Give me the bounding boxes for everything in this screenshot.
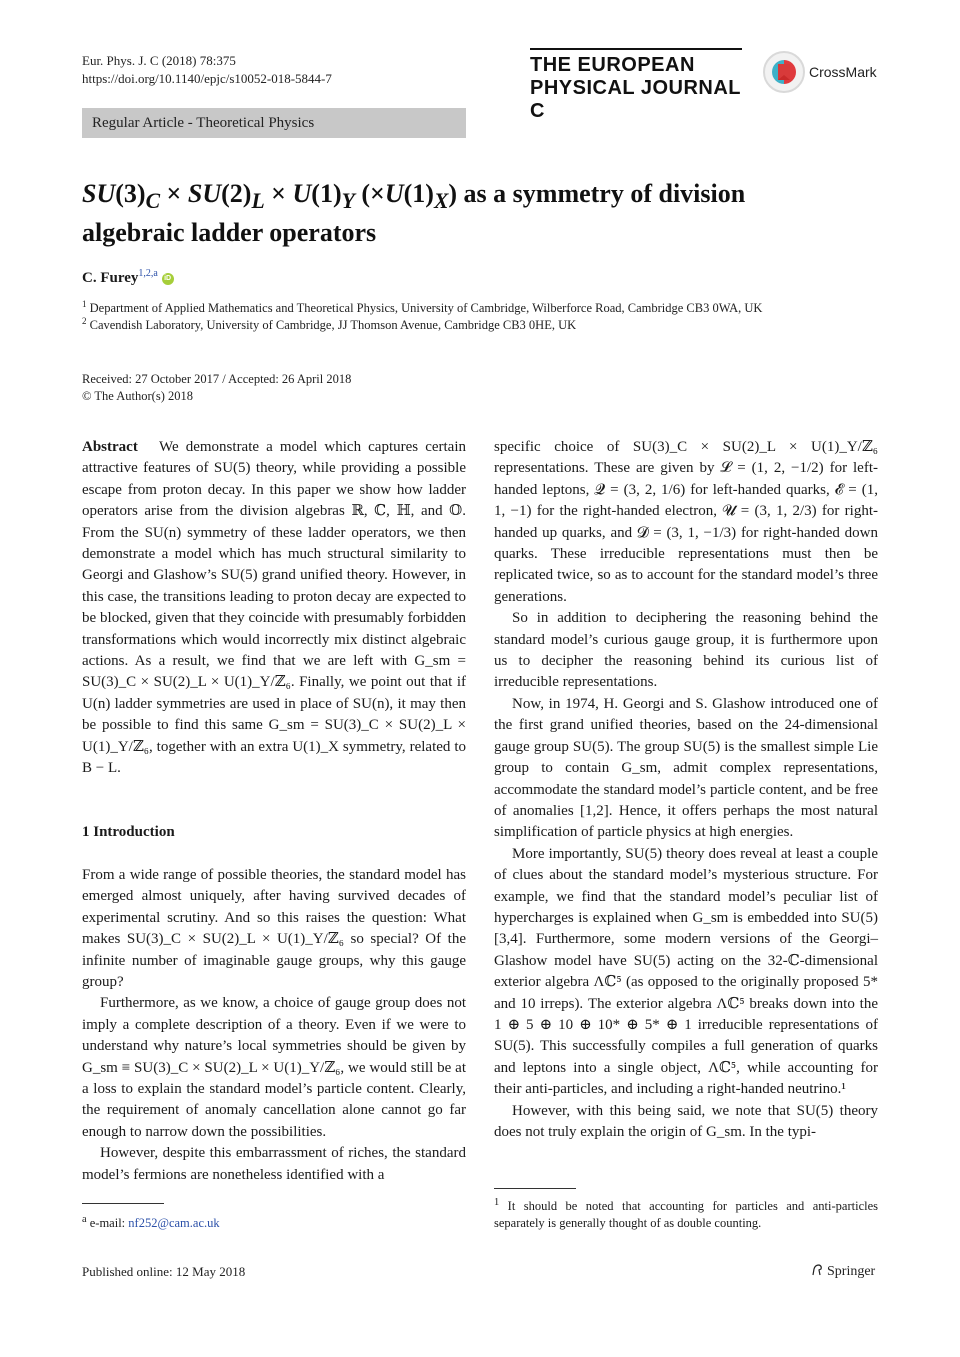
title-sub-1: C: [145, 189, 161, 214]
title-group-3: U: [292, 179, 312, 208]
journal-reference: [82, 52, 332, 88]
abstract-label: Abstract: [82, 439, 138, 455]
footnote-text: It should be noted that accounting for particles and anti-particles separately is generally thought of as double counting.: [494, 1199, 878, 1231]
title-group-2: SU: [187, 179, 222, 208]
title-group-1: SU: [82, 179, 116, 208]
author-line: [82, 268, 174, 287]
paragraph: However, despite this embarrassment of riches, the standard model’s fermions are nonetheless identified with a: [82, 1145, 466, 1183]
paragraph: Now, in 1974, H. Georgi and S. Glashow introduced one of the first grand unified theories, based on the 24-dimensional gauge group SU(5). The group SU(5) is the smallest simple Lie group to contain G_sm, admit complex representations, accommodate the standard model’s particle content, and be free of anomalies [1,2]. Hence, it offers perhaps the most natural simplification of particle physics at high energies.: [494, 695, 878, 841]
footnote-number: 1: [494, 1197, 500, 1208]
footnote-divider: [494, 1188, 576, 1189]
copyright: © The Author(s) 2018: [82, 389, 193, 403]
journal-citation: Eur. Phys. J. C (2018) 78:375: [82, 53, 236, 68]
paragraph: However, with this being said, we note that SU(5) theory does not truly explain the origin of G_sm. In the typi-: [494, 1102, 878, 1140]
footnote-mark: a: [82, 1214, 87, 1225]
affiliation-text: Cavendish Laboratory, University of Cambridge, JJ Thomson Avenue, Cambridge CB3 0HE, UK: [89, 318, 577, 333]
author-affiliation-marks: 1,2,a: [138, 268, 158, 279]
crossmark-label: CrossMark: [809, 64, 877, 80]
title-arg-1: (3): [115, 179, 146, 208]
publisher-logo: [810, 1263, 875, 1280]
published-date: Published online: 12 May 2018: [82, 1264, 246, 1279]
intro-right-column: [494, 437, 878, 1143]
paragraph: Furthermore, as we know, a choice of gauge group does not imply a complete description of a theory. Even if we were to understand why nature’s local symmetries should be given by G_sm ≡ SU(3)_C × SU(2)_L × U(1)_Y/ℤ₆, we would still be at a loss to explain the standard model’s particle content. Clearly, the requirement of anomaly cancellation alone cannot go far enough to narrow down the possibilities.: [82, 995, 466, 1140]
email-link[interactable]: nf252@cam.ac.uk: [128, 1216, 220, 1231]
affiliation-number: 2: [82, 316, 87, 326]
title-rest: ) as a symmetry of division: [448, 179, 746, 208]
author-name[interactable]: C. Furey: [82, 270, 139, 286]
email-label: e-mail:: [89, 1216, 126, 1231]
abstract-text: We demonstrate a model which captures certain attractive features of SU(5) theory, while providing a possible escape from proton decay. In this paper we show how ladder operators arise from the division algebras ℝ, ℂ, ℍ, and 𝕆. From the SU(n) symmetry of these ladder operators, we then demonstrate a model which has much structural similarity to Georgi and Glashow’s SU(5) grand unified theory. However, in this case, the transitions leading to proton decay are expected to be blocked, given that they coincide with presumably forbidden transformations which would incorrectly mix distinct algebraic actions. As a result, we find that we are left with G_sm = SU(3)_C × SU(2)_L × U(1)_Y/ℤ₆. Finally, we point out that if U(n) ladder symmetries are used in place of SU(n), it may then be possible to find this same G_sm = SU(3)_C × SU(2)_L × U(1)_Y/ℤ₆, together with an extra U(1)_X symmetry, related to B − L.: [82, 439, 466, 777]
title-sub-3: Y: [341, 189, 355, 214]
author-email-footnote: [82, 1211, 220, 1232]
journal-logo: [530, 48, 742, 123]
title-arg-4: (1): [403, 179, 434, 208]
abstract: [82, 437, 466, 780]
intro-left-column: [82, 865, 466, 1186]
affiliation-text: Department of Applied Mathematics and Theoretical Physics, University of Cambridge, Wilberforce Road, Cambridge CB3 0WA, UK: [89, 301, 763, 316]
paragraph: specific choice of SU(3)_C × SU(2)_L × U(1)_Y/ℤ₆ representations. These are given by 𝓛 = (1, 2, −1/2) for left-handed leptons, 𝓠 = (3, 2, 1/6) for left-handed quarks, 𝓔 = (1, 1, −1) for the right-handed electron, 𝓤 = (3, 1, 2/3) for right-handed up quarks, and 𝓓 = (3, 1, −1/3) for right-handed down quarks. These irreducible representations must then be replicated twice, so as to account for the standard model’s three generations.: [494, 439, 878, 605]
title-times-2: ×: [264, 179, 293, 208]
title-group-4: U: [384, 179, 404, 208]
article-title: [82, 178, 882, 248]
paragraph: From a wide range of possible theories, the standard model has emerged almost uniquely, after having survived decades of experimental scrutiny. And so this raises the question: What makes SU(3)_C × SU(2)_L × U(1)_Y/ℤ₆ so special? Of the infinite number of imaginable gauge groups, why this gauge group?: [82, 867, 466, 991]
title-sub-2: L: [251, 189, 265, 214]
footnote-divider: [82, 1203, 164, 1204]
title-times-3: (×: [354, 179, 385, 208]
article-type-band: Regular Article - Theoretical Physics: [82, 108, 466, 138]
paragraph: More importantly, SU(5) theory does reveal at least a couple of clues about the standard model’s mysterious structure. For example, we find that the standard model’s peculiar list of hypercharges is explained when G_sm is embedded into SU(5) [3,4]. Furthermore, some modern versions of the Georgi–Glashow model have SU(5) acting on the 32-ℂ-dimensional exterior algebra Λℂ⁵ (as opposed to the originally proposed 5* and 10 irreps). The exterior algebra Λℂ⁵ breaks down into the 1 ⊕ 5 ⊕ 10 ⊕ 10* ⊕ 5* ⊕ 1 irreducible representations of SU(5). This successfully compiles a full generation of quarks and leptons into a single object, Λℂ⁵, while accounting for their anti-particles, and including a right-handed neutrino.¹: [494, 845, 878, 1098]
journal-name-line1: THE EUROPEAN: [530, 54, 695, 76]
orcid-icon[interactable]: iD: [162, 273, 174, 285]
affiliation-number: 1: [82, 299, 87, 309]
springer-horse-icon: [810, 1263, 824, 1277]
paragraph: So in addition to deciphering the reasoning behind the standard model’s curious gauge group, it is furthermore upon us to decipher the reasoning behind its curious list of irreducible representations.: [494, 610, 878, 691]
received-accepted: Received: 27 October 2017 / Accepted: 26 April 2018: [82, 372, 352, 386]
title-arg-2: (2): [221, 179, 252, 208]
crossmark-badge[interactable]: [762, 50, 882, 96]
title-line2: algebraic ladder operators: [82, 218, 377, 248]
article-dates: [82, 371, 351, 405]
publisher-name: Springer: [827, 1264, 876, 1279]
title-sub-4: X: [433, 189, 449, 214]
crossmark-icon: [762, 50, 806, 94]
title-arg-3: (1): [311, 179, 342, 208]
journal-name-line2: PHYSICAL JOURNAL C: [530, 77, 741, 122]
section-heading: 1 Introduction: [82, 824, 175, 840]
title-times-1: ×: [160, 179, 188, 208]
doi-link[interactable]: https://doi.org/10.1140/epjc/s10052-018-5844-7: [82, 71, 332, 86]
footnote-1: [494, 1194, 878, 1232]
affiliation-2: [82, 313, 576, 334]
